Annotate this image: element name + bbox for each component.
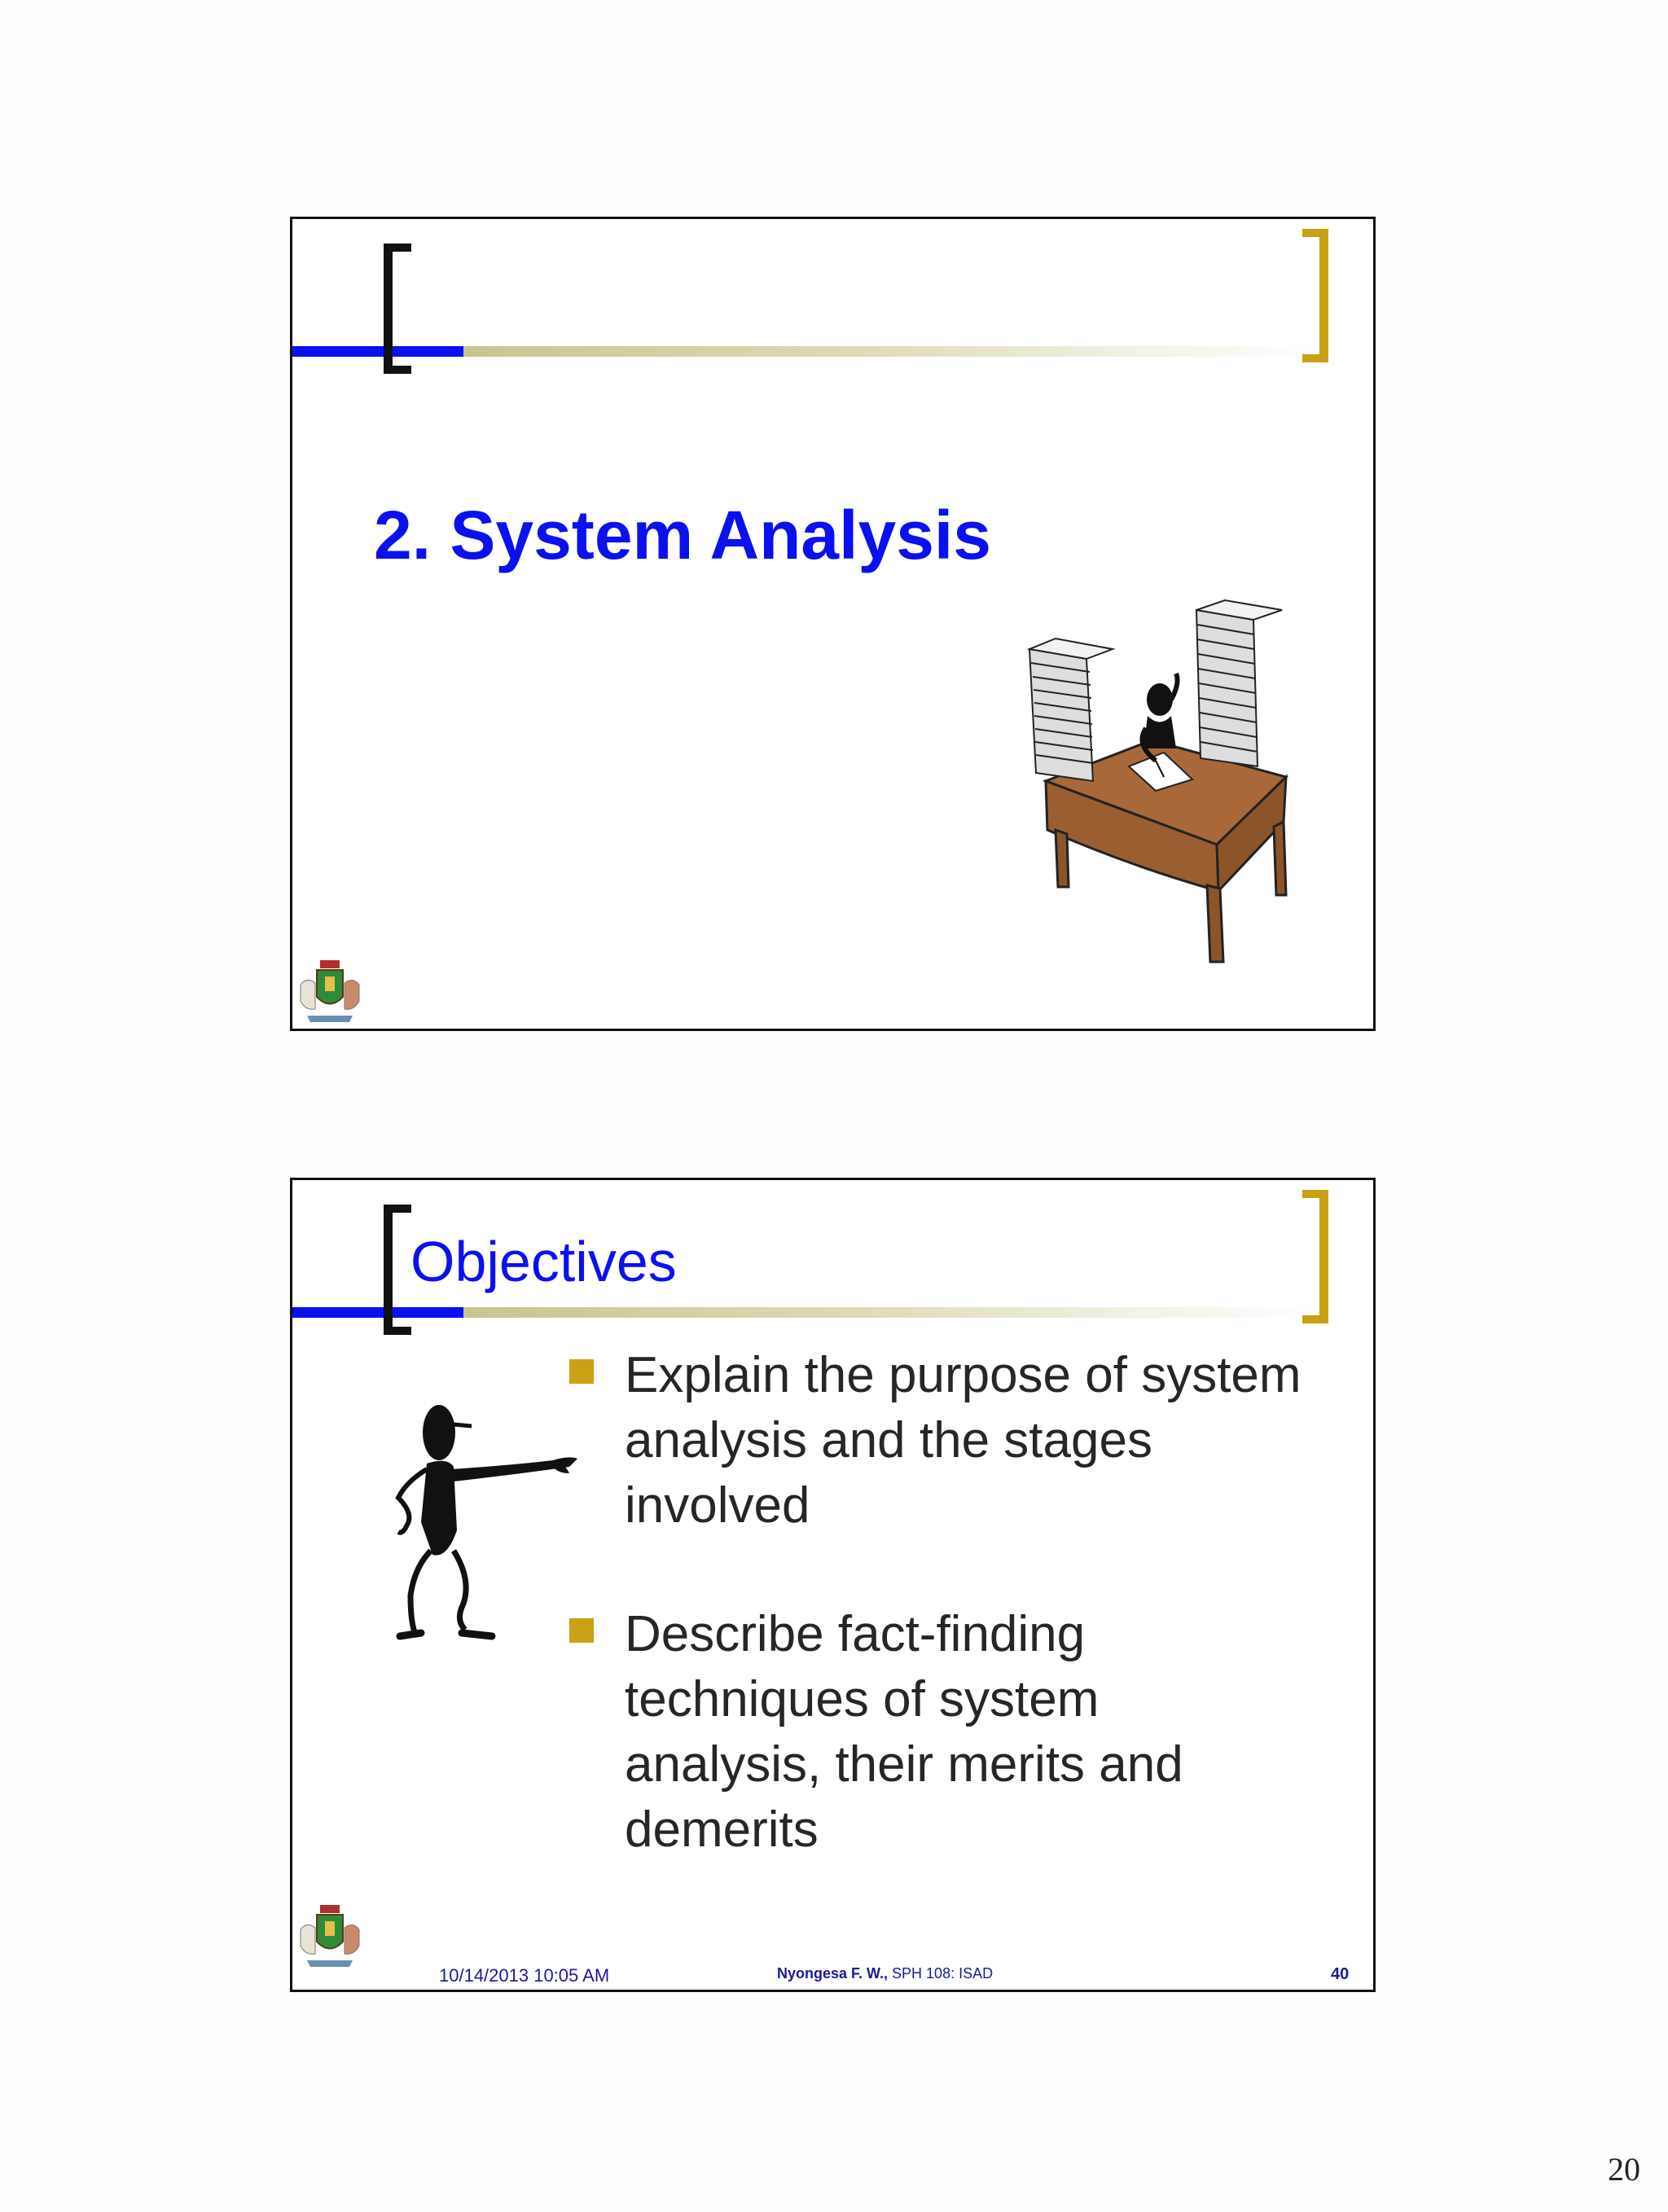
header-blue-bar [292,1307,463,1318]
footer-course: SPH 108: ISAD [888,1965,994,1982]
coat-of-arms-logo [292,1897,367,1972]
coat-of-arms-logo [292,952,367,1027]
bullet-text: Explain the purpose of system analysis and the stages involved [625,1347,1301,1534]
footer-author-name: Nyongesa F. W., [777,1965,889,1982]
page-number: 20 [1608,2151,1640,2188]
list-item [569,1602,1302,1863]
footer-slide-number: 40 [1331,1965,1350,1983]
slide-title: Objectives [410,1230,677,1293]
objectives-list [569,1343,1302,1926]
pointing-figure-illustration [325,1392,602,1661]
slide-system-analysis [290,217,1376,1031]
bullet-square-icon [569,1618,594,1643]
header-gradient-bar [463,346,1319,357]
header-gradient-bar [463,1307,1319,1318]
header-blue-bar [292,346,463,357]
left-bracket-decoration [384,244,411,374]
footer-author [777,1965,993,1982]
list-item [569,1343,1302,1538]
left-bracket-decoration [384,1205,411,1335]
right-bracket-decoration [1302,1190,1328,1323]
footer-date: 10/14/2013 10:05 AM [439,1965,610,1986]
slide-objectives [290,1178,1376,1992]
section-title: 2. System Analysis [374,497,991,573]
right-bracket-decoration [1302,229,1328,362]
desk-paper-stacks-illustration [997,586,1306,977]
bullet-square-icon [569,1359,594,1384]
bullet-text: Describe fact-finding techniques of system analysis, their merits and demerits [625,1606,1183,1858]
